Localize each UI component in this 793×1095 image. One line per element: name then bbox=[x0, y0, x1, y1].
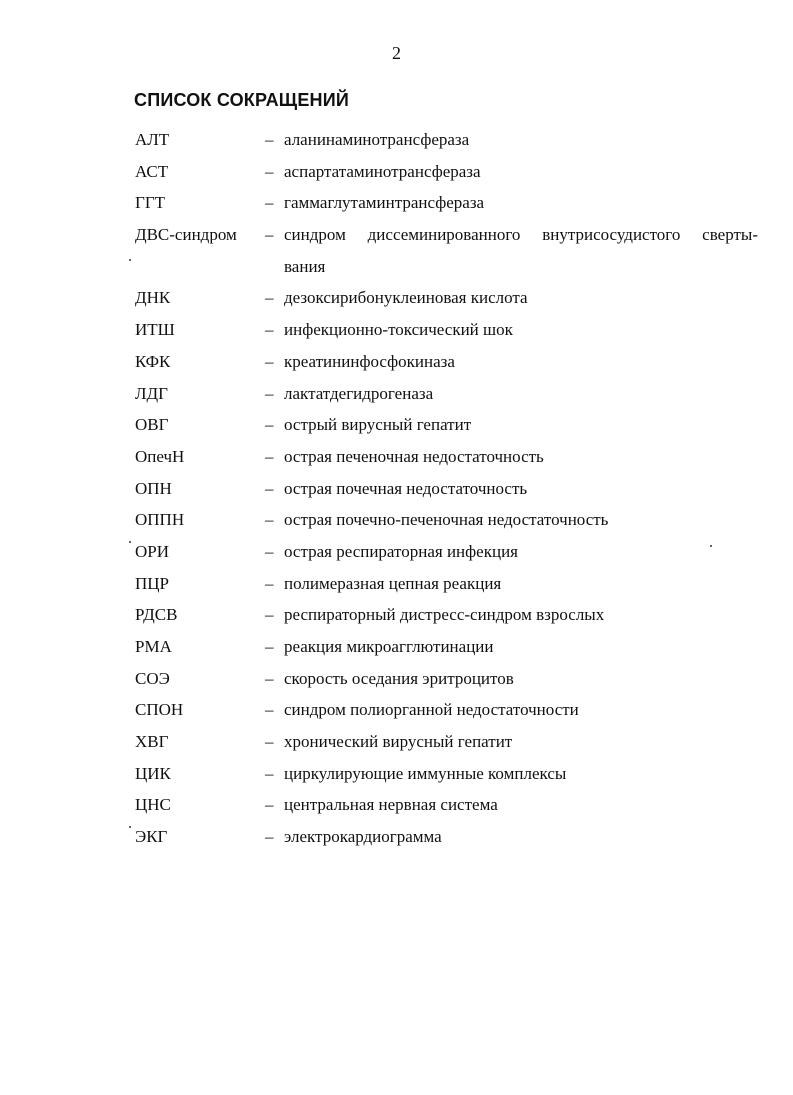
abbreviation-row bbox=[0, 219, 793, 282]
dash-separator: – bbox=[265, 320, 274, 340]
abbreviation-term: КФК bbox=[135, 351, 171, 371]
abbreviation-row bbox=[0, 821, 793, 853]
abbreviation-definition: аспартатаминотрансфераза bbox=[284, 161, 481, 181]
scan-speck bbox=[710, 545, 712, 547]
abbreviation-row bbox=[0, 282, 793, 314]
abbreviation-definition: острая почечная недостаточность bbox=[284, 478, 528, 498]
abbreviation-definition: циркулирующие иммунные комплексы bbox=[284, 763, 567, 783]
abbreviation-term: АСТ bbox=[135, 161, 169, 181]
abbreviation-definition: скорость оседания эритроцитов bbox=[284, 668, 514, 688]
dash-separator: – bbox=[265, 668, 274, 688]
abbreviation-term: ИТШ bbox=[135, 320, 175, 340]
dash-separator: – bbox=[265, 732, 274, 752]
abbreviation-term: ЭКГ bbox=[135, 827, 168, 847]
abbreviation-row bbox=[0, 378, 793, 410]
dash-separator: – bbox=[265, 605, 274, 625]
dash-separator: – bbox=[265, 478, 274, 498]
dash-separator: – bbox=[265, 795, 274, 815]
abbreviation-row bbox=[0, 124, 793, 156]
abbreviation-definition: синдром диссеминированного внутрисосудистого сверты- bbox=[284, 225, 758, 245]
abbreviation-term: ОпечН bbox=[135, 446, 185, 466]
abbreviation-row bbox=[0, 409, 793, 441]
abbreviation-row bbox=[0, 631, 793, 663]
abbreviation-definition: хронический вирусный гепатит bbox=[284, 732, 513, 752]
dash-separator: – bbox=[265, 637, 274, 657]
abbreviation-term: РМА bbox=[135, 637, 172, 657]
abbreviation-definition: острая респираторная инфекция bbox=[284, 541, 518, 561]
abbreviation-row bbox=[0, 758, 793, 790]
abbreviation-row bbox=[0, 536, 793, 568]
abbreviation-row bbox=[0, 504, 793, 536]
abbreviation-list bbox=[0, 124, 793, 853]
abbreviation-term: ЦИК bbox=[135, 763, 171, 783]
abbreviation-term: ДНК bbox=[135, 288, 171, 308]
dash-separator: – bbox=[265, 763, 274, 783]
abbreviation-term: РДСВ bbox=[135, 605, 178, 625]
dash-separator: – bbox=[265, 827, 274, 847]
abbreviation-row bbox=[0, 599, 793, 631]
abbreviation-definition: реакция микроагглютинации bbox=[284, 637, 494, 657]
dash-separator: – bbox=[265, 130, 274, 149]
abbreviation-term: СПОН bbox=[135, 700, 184, 720]
scan-speck bbox=[129, 259, 131, 261]
abbreviation-row bbox=[0, 187, 793, 219]
abbreviation-row bbox=[0, 314, 793, 346]
abbreviation-definition: аланинаминотрансфераза bbox=[284, 130, 470, 149]
abbreviation-term: ЦНС bbox=[135, 795, 171, 815]
abbreviation-definition: полимеразная цепная реакция bbox=[284, 573, 502, 593]
dash-separator: – bbox=[265, 193, 274, 213]
dash-separator: – bbox=[265, 288, 274, 308]
abbreviation-definition: креатининфосфокиназа bbox=[284, 351, 455, 371]
abbreviation-term: ОПН bbox=[135, 478, 172, 498]
abbreviation-term: ОВГ bbox=[135, 415, 169, 435]
abbreviation-row bbox=[0, 789, 793, 821]
dash-separator: – bbox=[265, 161, 274, 181]
dash-separator: – bbox=[265, 700, 274, 720]
dash-separator: – bbox=[265, 415, 274, 435]
abbreviation-term: ОРИ bbox=[135, 541, 170, 561]
abbreviation-term: ГГТ bbox=[135, 193, 166, 213]
page-title: СПИСОК СОКРАЩЕНИЙ bbox=[134, 90, 349, 110]
abbreviation-definition: гаммаглутаминтрансфераза bbox=[284, 193, 485, 213]
abbreviation-definition: острая печеночная недостаточность bbox=[284, 446, 544, 466]
abbreviation-row bbox=[0, 663, 793, 695]
abbreviation-row bbox=[0, 156, 793, 188]
abbreviation-term: ХВГ bbox=[135, 732, 169, 752]
abbreviation-definition: дезоксирибонуклеиновая кислота bbox=[284, 288, 528, 308]
dash-separator: – bbox=[265, 541, 274, 561]
abbreviation-row bbox=[0, 568, 793, 600]
abbreviation-row bbox=[0, 473, 793, 505]
abbreviation-definition: центральная нервная система bbox=[284, 795, 498, 815]
abbreviation-term: ДВС-синдром bbox=[135, 225, 237, 245]
abbreviation-definition: острый вирусный гепатит bbox=[284, 415, 472, 435]
abbreviation-term: ОППН bbox=[135, 510, 185, 530]
abbreviation-definition: лактатдегидрогеназа bbox=[284, 383, 434, 403]
abbreviation-definition: электрокардиограмма bbox=[284, 827, 442, 847]
abbreviation-row bbox=[0, 694, 793, 726]
abbreviation-definition: респираторный дистресс-синдром взрослых bbox=[284, 605, 605, 625]
abbreviation-term: ПЦР bbox=[135, 573, 170, 593]
scan-speck bbox=[129, 826, 131, 828]
abbreviation-definition: синдром полиорганной недостаточности bbox=[284, 700, 579, 720]
page-number: 2 bbox=[392, 43, 401, 63]
abbreviation-term: АЛТ bbox=[135, 130, 170, 149]
abbreviation-row bbox=[0, 441, 793, 473]
dash-separator: – bbox=[265, 510, 274, 530]
dash-separator: – bbox=[265, 383, 274, 403]
abbreviation-definition: инфекционно-токсический шок bbox=[284, 320, 513, 340]
dash-separator: – bbox=[265, 351, 274, 371]
abbreviation-term: ЛДГ bbox=[135, 383, 168, 403]
abbreviation-definition: острая почечно-печеночная недостаточность bbox=[284, 510, 609, 530]
abbreviation-row bbox=[0, 346, 793, 378]
abbreviation-row bbox=[0, 726, 793, 758]
scan-speck bbox=[129, 541, 131, 543]
dash-separator: – bbox=[265, 225, 274, 245]
dash-separator: – bbox=[265, 573, 274, 593]
dash-separator: – bbox=[265, 446, 274, 466]
abbreviation-definition-continuation: вания bbox=[284, 256, 326, 276]
abbreviation-term: СОЭ bbox=[135, 668, 170, 688]
